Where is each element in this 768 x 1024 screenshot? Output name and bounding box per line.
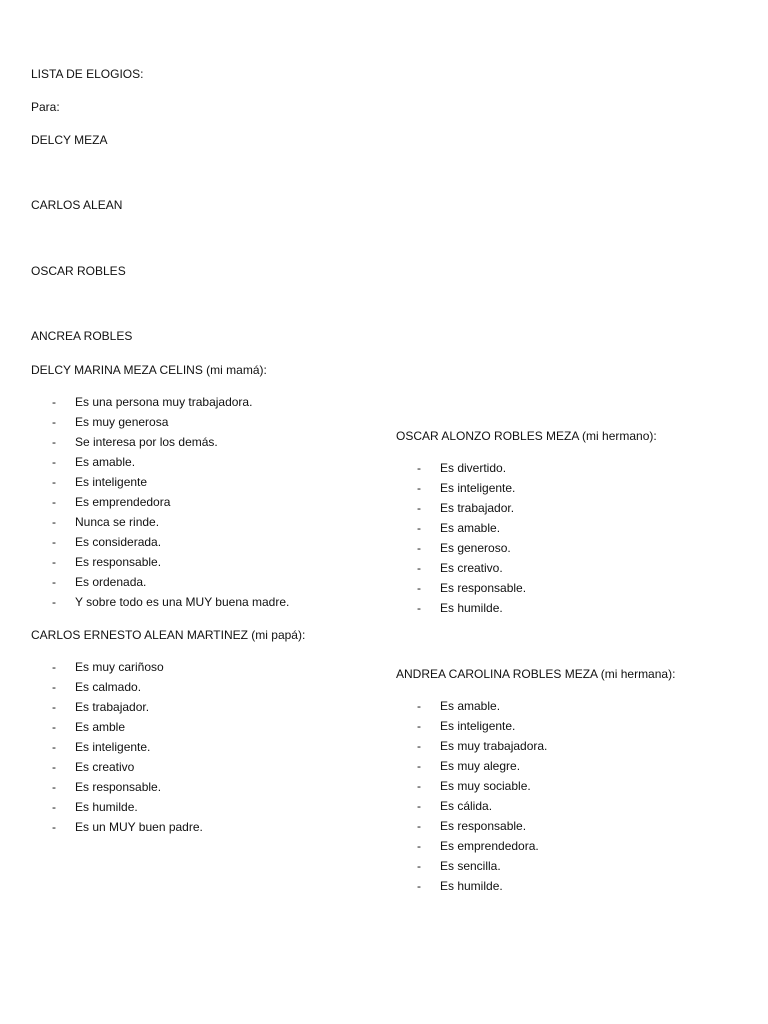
list-item-text: Es emprendedora. xyxy=(440,839,539,853)
list-item-text: Es muy cariñoso xyxy=(75,660,164,674)
list-item-text: Es humilde. xyxy=(440,879,503,893)
list-item-text: Es amable. xyxy=(440,521,501,535)
list-item-text: Es un MUY buen padre. xyxy=(75,820,203,834)
list-item-text: Es divertido. xyxy=(440,461,507,475)
bullet-dash: - xyxy=(52,495,56,509)
bullet-dash: - xyxy=(52,475,56,489)
bullet-dash: - xyxy=(417,461,421,475)
bullet-dash: - xyxy=(52,760,56,774)
bullet-dash: - xyxy=(52,555,56,569)
list-item-text: Es responsable. xyxy=(75,555,162,569)
list-item-text: Es amble xyxy=(75,720,126,734)
list-item-text: Es muy sociable. xyxy=(440,779,531,793)
bullet-dash: - xyxy=(417,859,421,873)
bullet-dash: - xyxy=(417,561,421,575)
list-item-text: Es considerada. xyxy=(75,535,162,549)
bullet-dash: - xyxy=(52,740,56,754)
bullet-dash: - xyxy=(52,800,56,814)
bullet-dash: - xyxy=(52,455,56,469)
list-item-text: Es responsable. xyxy=(440,819,527,833)
bullet-dash: - xyxy=(417,541,421,555)
bullet-dash: - xyxy=(52,820,56,834)
list-item-text: Nunca se rinde. xyxy=(75,515,160,529)
list-item-text: Es inteligente xyxy=(75,475,148,489)
list-item-text: Es amable. xyxy=(440,699,501,713)
bullet-dash: - xyxy=(52,700,56,714)
bullet-dash: - xyxy=(417,739,421,753)
bullet-dash: - xyxy=(417,819,421,833)
bullet-dash: - xyxy=(417,719,421,733)
list-item-text: Es creativo xyxy=(75,760,135,774)
list-item-text: Y sobre todo es una MUY buena madre. xyxy=(75,595,290,609)
list-item-text: Es una persona muy trabajadora. xyxy=(75,395,253,409)
bullet-dash: - xyxy=(52,680,56,694)
recipient-name: OSCAR ROBLES xyxy=(31,264,126,278)
section-heading-papa: CARLOS ERNESTO ALEAN MARTINEZ (mi papá): xyxy=(31,628,306,642)
list-item-text: Es muy alegre. xyxy=(440,759,521,773)
list-item-text: Es calmado. xyxy=(75,680,142,694)
list-item-text: Es muy trabajadora. xyxy=(440,739,548,753)
document-title: LISTA DE ELOGIOS: xyxy=(31,67,144,81)
bullet-dash: - xyxy=(52,720,56,734)
recipient-name: ANCREA ROBLES xyxy=(31,329,133,343)
list-item-text: Es responsable. xyxy=(75,780,162,794)
list-item-text: Es inteligente. xyxy=(75,740,151,754)
bullet-dash: - xyxy=(417,759,421,773)
list-item-text: Es creativo. xyxy=(440,561,503,575)
bullet-dash: - xyxy=(52,515,56,529)
bullet-dash: - xyxy=(417,699,421,713)
list-item-text: Es trabajador. xyxy=(75,700,150,714)
bullet-dash: - xyxy=(417,799,421,813)
bullet-dash: - xyxy=(417,879,421,893)
list-item-text: Es inteligente. xyxy=(440,481,516,495)
bullet-dash: - xyxy=(52,575,56,589)
list-item-text: Es muy generosa xyxy=(75,415,169,429)
bullet-dash: - xyxy=(417,779,421,793)
bullet-dash: - xyxy=(417,839,421,853)
bullet-dash: - xyxy=(417,601,421,615)
list-item-text: Es emprendedora xyxy=(75,495,171,509)
list-item-text: Es humilde. xyxy=(75,800,138,814)
list-item-text: Es cálida. xyxy=(440,799,493,813)
list-item-text: Es ordenada. xyxy=(75,575,147,589)
list-item-text: Es responsable. xyxy=(440,581,527,595)
section-heading-hermano: OSCAR ALONZO ROBLES MEZA (mi hermano): xyxy=(396,429,657,443)
recipient-name: CARLOS ALEAN xyxy=(31,198,123,212)
list-item-text: Es inteligente. xyxy=(440,719,516,733)
section-heading-hermana: ANDREA CAROLINA ROBLES MEZA (mi hermana): xyxy=(396,667,676,681)
list-item-text: Es trabajador. xyxy=(440,501,515,515)
list-item-text: Es amable. xyxy=(75,455,136,469)
list-item-text: Es sencilla. xyxy=(440,859,501,873)
bullet-dash: - xyxy=(417,581,421,595)
bullet-dash: - xyxy=(52,595,56,609)
bullet-dash: - xyxy=(417,501,421,515)
bullet-dash: - xyxy=(417,481,421,495)
bullet-dash: - xyxy=(52,660,56,674)
list-item-text: Es humilde. xyxy=(440,601,503,615)
bullet-dash: - xyxy=(52,395,56,409)
bullet-dash: - xyxy=(52,435,56,449)
bullet-dash: - xyxy=(52,535,56,549)
list-item-text: Se interesa por los demás. xyxy=(75,435,218,449)
bullet-dash: - xyxy=(52,415,56,429)
bullet-dash: - xyxy=(52,780,56,794)
section-heading-mama: DELCY MARINA MEZA CELINS (mi mamá): xyxy=(31,363,267,377)
recipient-name: DELCY MEZA xyxy=(31,133,108,147)
para-label: Para: xyxy=(31,100,60,114)
list-item-text: Es generoso. xyxy=(440,541,511,555)
bullet-dash: - xyxy=(417,521,421,535)
